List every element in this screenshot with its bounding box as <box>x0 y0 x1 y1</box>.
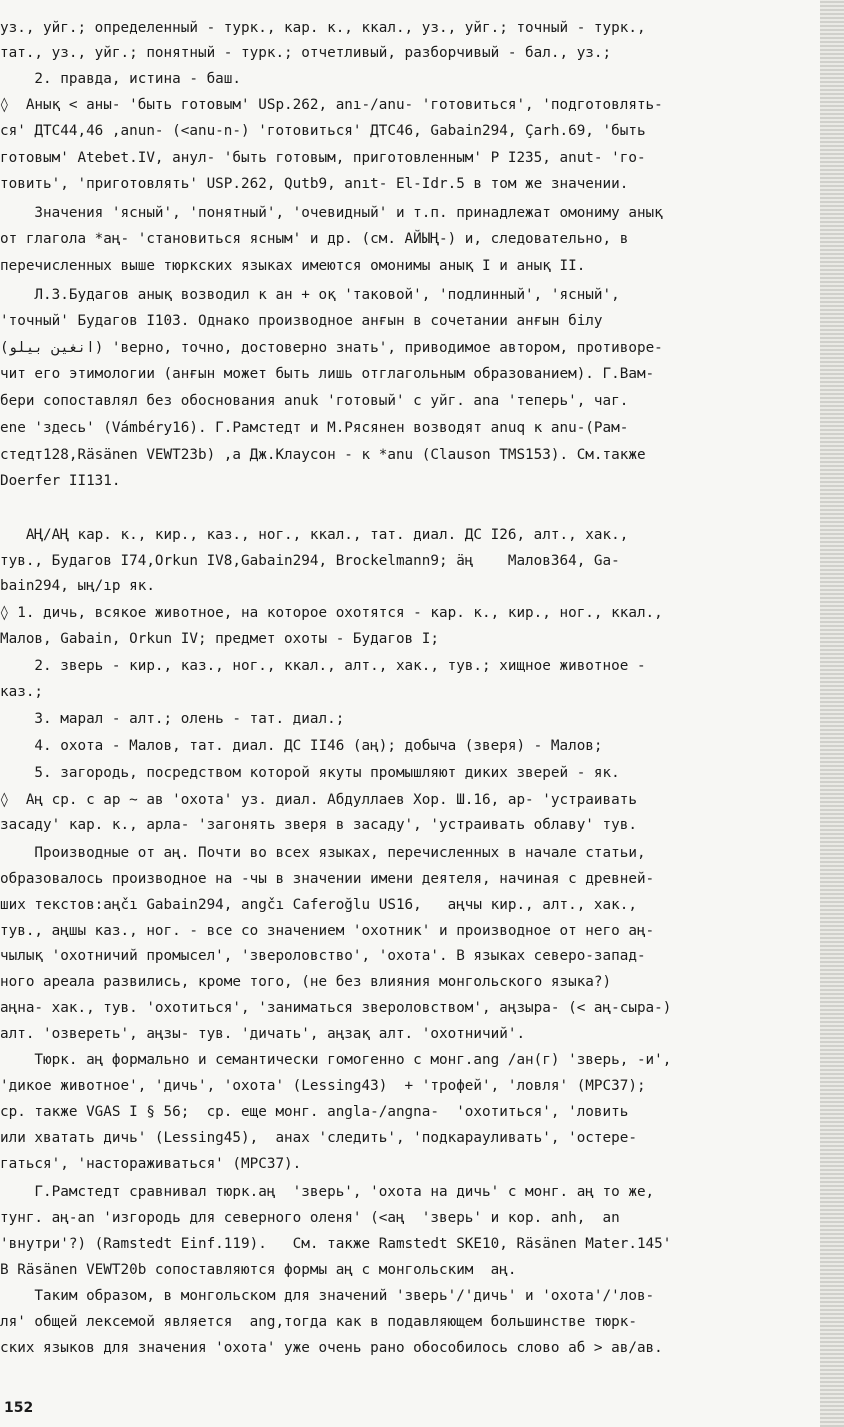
text-line: 'точный' Будагов I103. Однако производное анғын в сочетании анғын білу <box>0 313 603 329</box>
text-line: товить', 'приготовлять' USP.262, Qutb9, anıt- El-Idr.5 в том же значении. <box>0 176 629 192</box>
text-line: Тюрк. аң формально и семантически гомогенно с монг.ang /ан(г) 'зверь, -и', <box>0 1052 672 1068</box>
text-line: бери сопоставлял без обоснования anuk 'готовый' с уйг. ana 'теперь', чаг. <box>0 393 629 409</box>
text-line: гаться', 'настораживаться' (МРС37). <box>0 1156 302 1172</box>
text-line: ся' ДТС44,46 ,anun- (<anu-n-) 'готовиться' ДТС46, Gabain294, Çarh.69, 'быть <box>0 123 646 139</box>
text-line: 5. загородь, посредством которой якуты промышляют диких зверей - як. <box>0 765 620 781</box>
text-line: ших текстов:aңčı Gabain294, angčı Caferoğlu US16, аңчы кир., алт., хак., <box>0 897 637 913</box>
text-line: чит его этимологии (анғын может быть лишь отглагольным образованием). Г.Вам- <box>0 366 655 382</box>
text-line: Таким образом, в монгольском для значений 'зверь'/'дичь' и 'охота'/'лов- <box>0 1288 655 1304</box>
text-line: перечисленных выше тюркских языках имеются омонимы анық I и анық II. <box>0 258 586 274</box>
text-line: ◊ Аң ср. с аp ~ ав 'охота' уз. диал. Абдуллаев Хор. Ш.16, ар- 'устраивать <box>0 792 637 808</box>
text-line: 'внутри'?) (Ramstedt Einf.119). См. также Ramstedt SKE10, Räsänen Mater.145' <box>0 1236 672 1252</box>
text-line: засаду' кар. к., арла- 'загонять зверя в засаду', 'устраивать облаву' тув. <box>0 817 637 833</box>
text-line: ного ареала развились, кроме того, (не без влияния монгольского языка?) <box>0 974 612 990</box>
text-line: Doerfer II131. <box>0 473 121 489</box>
text-line: 'дикое животное', 'дичь', 'охота' (Lessing43) + 'трофей', 'ловля' (МРС37); <box>0 1078 646 1094</box>
text-line: ◊ 1. дичь, всякое животное, на которое охотятся - кар. к., кир., ног., ккал., <box>0 605 663 621</box>
text-line: тат., уз., уйг.; понятный - турк.; отчетливый, разборчивый - бал., уз.; <box>0 45 612 61</box>
text-line: В Räsänen VEWT20b сопоставляются формы аң с монгольским aң. <box>0 1262 517 1278</box>
text-line: 3. марал - алт.; олень - тат. диал.; <box>0 711 345 727</box>
text-line: тув., Будагов I74,Orkun IV8,Gabain294, Brockelmann9; äң Малов364, Ga- <box>0 553 620 569</box>
text-line: Л.З.Будагов анық возводил к ан + оқ 'таковой', 'подлинный', 'ясный', <box>0 287 620 303</box>
text-line: уз., уйг.; определенный - турк., кар. к., ккал., уз., уйг.; точный - турк., <box>0 20 646 36</box>
text-line: 2. зверь - кир., каз., ног., ккал., алт., хак., тув.; хищное животное - <box>0 658 646 674</box>
text-line: стедт128,Räsänen VEWT23b) ,а Дж.Клаусон - к *anu (Clauson TMS153). См.также <box>0 447 646 463</box>
text-line: каз.; <box>0 684 44 700</box>
text-line: (انغین بیلو) 'верно, точно, достоверно знать', приводимое автором, противоре- <box>0 340 663 356</box>
text-line: образовалось производное на -чы в значении имени деятеля, начиная с древней- <box>0 871 655 887</box>
text-line: ◊ Анық < аны- 'быть готовым' USp.262, anı-/anu- 'готовиться', 'подготовлять- <box>0 97 663 113</box>
entry-headword-line: АҢ/АҢ кар. к., кир., каз., ног., ккал., тат. диал. ДС I26, алт., хак., <box>0 527 629 543</box>
text-line: алт. 'озвереть', аңзы- тув. 'дичать', аңзақ алт. 'охотничий'. <box>0 1026 526 1042</box>
text-line: Г.Рамстедт сравнивал тюрк.aң 'зверь', 'охота на дичь' с монг. aң то же, <box>0 1184 655 1200</box>
text-line: ля' общей лексемой является ang,тогда как в подавляющем большинстве тюрк- <box>0 1314 637 1330</box>
text-line: тунг. aң-an 'изгородь для северного оленя' (<aң 'зверь' и кор. anh, an <box>0 1210 620 1226</box>
text-line: Производные от аң. Почти во всех языках, перечисленных в начале статьи, <box>0 845 646 861</box>
text-line: ene 'здесь' (Vámbéry16). Г.Рамстедт и М.Рясянен возводят anuq к anu-(Рам- <box>0 420 629 436</box>
text-line: тув., аңшы каз., ног. - все со значением 'охотник' и производное от него аң- <box>0 923 655 939</box>
text-line: 4. охота - Малов, тат. диал. ДС II46 (аң); добыча (зверя) - Малов; <box>0 738 603 754</box>
text-line: Значения 'ясный', 'понятный', 'очевидный' и т.п. принадлежат омониму анық <box>0 205 663 221</box>
text-line: ских языков для значения 'охота' уже очень рано обособилось слово аб > ав/ав. <box>0 1340 663 1356</box>
text-line: Малов, Gabain, Orkun IV; предмет охоты - Будагов I; <box>0 631 439 647</box>
text-line: готовым' Atebet.IV, анул- 'быть готовым, приготовленным' Р I235, anut- 'го- <box>0 150 646 166</box>
page-scan-edge <box>820 0 844 1427</box>
page-number: 152 <box>4 1400 34 1416</box>
text-line: аңна- хак., тув. 'охотиться', 'заниматься звероловством', аңзыра- (< аң-сыра-) <box>0 1000 672 1016</box>
text-line: ср. также VGAS I § 56; ср. еще монг. angla-/angna- 'охотиться', 'ловить <box>0 1104 629 1120</box>
text-line: или хватать дичь' (Lessing45), анах 'следить', 'подкарауливать', 'остере- <box>0 1130 637 1146</box>
text-line: 2. правда, истина - баш. <box>0 71 242 87</box>
text-line: от глагола *аң- 'становиться ясным' и др. (см. АЙЫҢ-) и, следовательно, в <box>0 231 629 247</box>
text-line: чылық 'охотничий промысел', 'звероловство', 'охота'. В языках северо-запад- <box>0 948 646 964</box>
text-line: bain294, ың/ıp як. <box>0 578 155 594</box>
